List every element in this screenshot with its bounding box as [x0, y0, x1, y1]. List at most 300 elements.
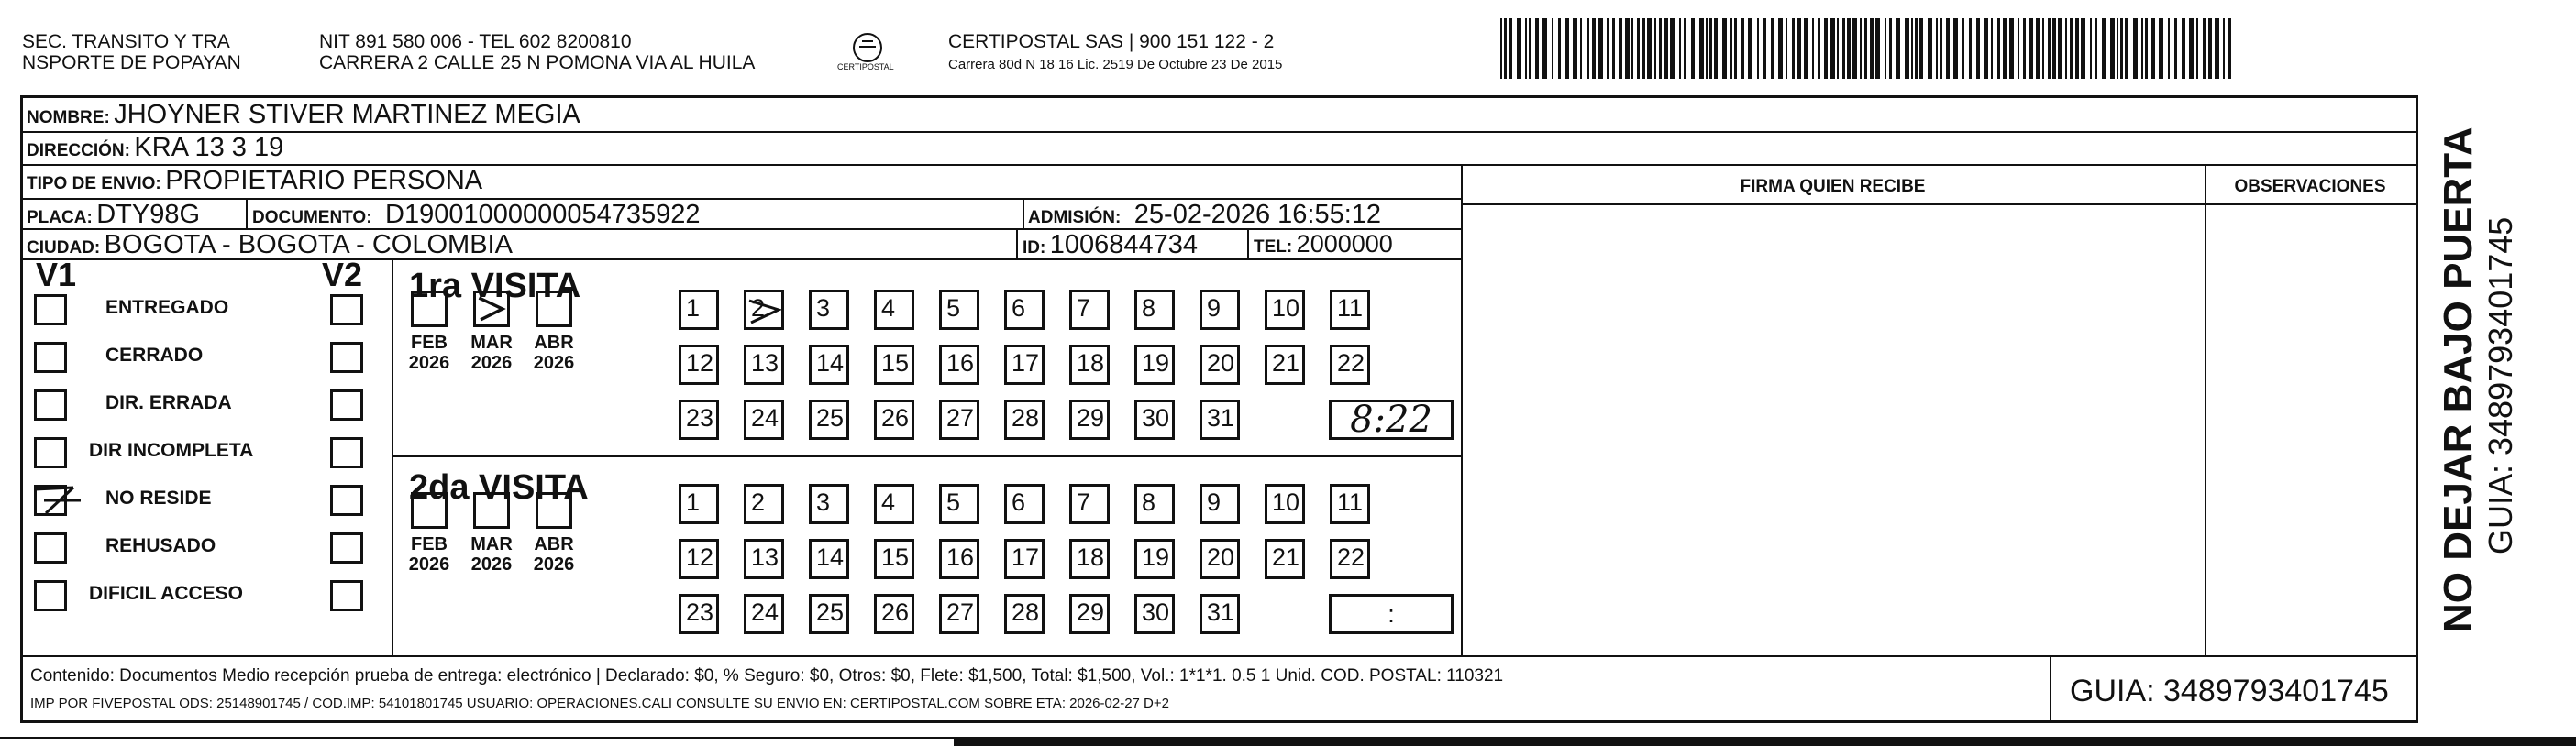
barcode-bar — [2036, 18, 2040, 79]
tel-label: TEL: — [1254, 237, 1293, 257]
check-mark-icon — [476, 293, 507, 324]
day-box[interactable] — [1069, 594, 1110, 634]
barcode-bar — [1778, 18, 1783, 79]
documento-field — [252, 200, 701, 230]
barcode-bar — [2009, 18, 2014, 79]
barcode-bar — [2168, 18, 2170, 79]
barcode-bar — [2133, 18, 2138, 79]
day-number: 24 — [751, 404, 779, 432]
barcode-bar — [2058, 18, 2062, 79]
month-year: 2026 — [533, 353, 575, 373]
day-box[interactable] — [1069, 539, 1110, 579]
month-name: ABR — [534, 333, 574, 353]
barcode-bar — [1500, 18, 1502, 79]
day-box[interactable] — [1004, 539, 1045, 579]
hand-check-icon — [33, 482, 88, 519]
day-number: 6 — [1012, 488, 1026, 516]
barcode-bar — [1741, 18, 1744, 79]
barcode-bar — [2215, 18, 2219, 79]
barcode-bar — [1552, 18, 1553, 79]
day-number: 31 — [1207, 598, 1235, 626]
day-box[interactable] — [1069, 290, 1110, 330]
v2-checkbox[interactable] — [330, 294, 363, 325]
barcode-bar — [1962, 18, 1964, 79]
barcode-bar — [1997, 18, 2000, 79]
day-number: 18 — [1077, 543, 1105, 571]
v1-checkbox[interactable] — [34, 437, 67, 468]
day-number: 13 — [751, 349, 779, 377]
ciudad-label: CIUDAD: — [27, 238, 101, 258]
day-box[interactable] — [679, 594, 719, 634]
day-box[interactable] — [874, 345, 914, 385]
time-box[interactable] — [1329, 594, 1454, 634]
month-checkbox-feb[interactable] — [411, 492, 448, 529]
day-box[interactable] — [1069, 345, 1110, 385]
barcode-bar — [1919, 18, 1923, 79]
footer-content: Contenido: Documentos Medio recepción prueba de entrega: electrónico | Declarado: $0, % Seguro: $0, Otros: $0, Flete: $1,500, Total: $1,500, Vol.: 1*1*1. 0.5 1 Unid. COD. POSTAL: 110321 — [30, 666, 1504, 686]
handwritten-time: 8:22 — [1350, 399, 1432, 441]
day-box[interactable] — [809, 594, 849, 634]
barcode-bar — [1915, 18, 1918, 79]
nombre-field — [27, 100, 580, 130]
day-number: 5 — [946, 294, 961, 322]
barcode-bar — [2052, 18, 2056, 79]
barcode-bar — [2159, 18, 2163, 79]
month-name: ABR — [534, 534, 574, 554]
barcode-bar — [1625, 18, 1630, 79]
firma-header: FIRMA QUIEN RECIBE — [1740, 177, 1926, 196]
barcode-bar — [1984, 18, 1988, 79]
barcode-bar — [1722, 18, 1727, 79]
day-number: 9 — [1207, 294, 1222, 322]
month-name: FEB — [411, 534, 448, 554]
barcode-bar — [1730, 18, 1732, 79]
barcode-bar — [2081, 18, 2085, 79]
barcode-bar — [2151, 18, 2155, 79]
barcode-bar — [1504, 18, 1507, 79]
day-number: 19 — [1142, 349, 1170, 377]
day-box[interactable] — [744, 290, 784, 330]
barcode-bar — [1542, 18, 1547, 79]
day-number: 21 — [1272, 349, 1300, 377]
sender-nit: NIT 891 580 006 - TEL 602 8200810 — [319, 31, 632, 52]
v2-checkbox[interactable] — [330, 389, 363, 421]
day-number: 20 — [1207, 349, 1235, 377]
barcode-bar — [2048, 18, 2051, 79]
day-number: 15 — [881, 543, 910, 571]
month-name: FEB — [411, 333, 448, 353]
barcode-bar — [1852, 18, 1857, 79]
month-checkbox-feb[interactable] — [411, 291, 448, 327]
placa-field — [27, 200, 200, 230]
day-number: 29 — [1077, 598, 1105, 626]
day-number: 9 — [1207, 488, 1222, 516]
v2-checkbox[interactable] — [330, 532, 363, 564]
day-number: 14 — [816, 543, 845, 571]
barcode-bar — [1837, 18, 1839, 79]
barcode-bar — [1953, 18, 1958, 79]
barcode-bar — [2208, 18, 2212, 79]
day-box[interactable] — [874, 539, 914, 579]
day-box[interactable] — [1330, 484, 1370, 524]
v2-checkbox[interactable] — [330, 342, 363, 373]
day-number: 30 — [1142, 598, 1170, 626]
barcode-bar — [1763, 18, 1766, 79]
hand-check-icon — [744, 290, 784, 330]
id-label: ID: — [1023, 238, 1046, 258]
barcode-bar — [1911, 18, 1913, 79]
day-number: 14 — [816, 349, 845, 377]
documento-label: DOCUMENTO: — [252, 208, 372, 227]
time-box[interactable] — [1329, 400, 1454, 440]
day-number: 16 — [946, 543, 975, 571]
day-box[interactable] — [809, 400, 849, 440]
day-box[interactable] — [939, 539, 979, 579]
day-number: 26 — [881, 404, 910, 432]
nombre-value: JHOYNER STIVER MARTINEZ MEGIA — [114, 100, 580, 129]
day-box[interactable] — [1004, 484, 1045, 524]
day-box[interactable] — [1330, 345, 1370, 385]
barcode-bar — [2174, 18, 2177, 79]
day-box[interactable] — [679, 345, 719, 385]
time-placeholder: : — [1388, 599, 1395, 628]
id-value: 1006844734 — [1049, 230, 1199, 259]
v2-checkbox[interactable] — [330, 580, 363, 611]
month-year: 2026 — [533, 554, 575, 575]
v1-checkbox[interactable] — [34, 580, 67, 611]
placa-label: PLACA: — [27, 208, 93, 227]
barcode-bar — [2203, 18, 2206, 79]
month-year: 2026 — [470, 353, 513, 373]
day-number: 2 — [751, 294, 766, 322]
admision-value: 25-02-2026 16:55:12 — [1133, 200, 1382, 229]
barcode-bar — [1684, 18, 1686, 79]
barcode-bar — [1748, 18, 1752, 79]
barcode-bar — [2102, 18, 2106, 79]
day-box[interactable] — [939, 594, 979, 634]
day-box[interactable] — [1134, 345, 1175, 385]
day-box[interactable] — [1004, 345, 1045, 385]
barcode-bar — [1612, 18, 1615, 79]
day-box[interactable] — [1134, 400, 1175, 440]
month-checkbox-mar[interactable] — [473, 492, 510, 529]
day-number: 4 — [881, 488, 896, 516]
delivery-form — [20, 95, 2418, 723]
day-number: 12 — [686, 349, 714, 377]
v1-checkbox[interactable] — [34, 342, 67, 373]
day-box[interactable] — [1200, 539, 1240, 579]
v1-label: V1 — [36, 256, 77, 293]
day-box[interactable] — [744, 539, 784, 579]
footer-guia: GUIA: 3489793401745 — [2070, 674, 2389, 708]
nombre-label: NOMBRE: — [27, 108, 110, 127]
certipostal-logo-icon — [853, 33, 882, 62]
day-number: 7 — [1077, 294, 1091, 322]
barcode-bar — [1654, 18, 1656, 79]
barcode-bar — [1587, 18, 1589, 79]
day-box[interactable] — [1330, 539, 1370, 579]
barcode-bar — [2065, 18, 2067, 79]
v1-checkbox[interactable] — [34, 294, 67, 325]
day-number: 11 — [1337, 488, 1364, 516]
day-box[interactable] — [744, 345, 784, 385]
day-number: 16 — [946, 349, 975, 377]
barcode-bar — [1619, 18, 1622, 79]
barcode-bar — [2189, 18, 2194, 79]
day-number: 8 — [1142, 488, 1156, 516]
barcode-bar — [2117, 18, 2118, 79]
month-label — [526, 534, 581, 575]
day-box[interactable] — [939, 290, 979, 330]
day-box[interactable] — [1069, 484, 1110, 524]
barcode-bar — [1792, 18, 1795, 79]
direccion-value: KRA 13 3 19 — [134, 133, 284, 162]
day-box[interactable] — [679, 539, 719, 579]
day-number: 28 — [1012, 404, 1040, 432]
barcode-bar — [1870, 18, 1874, 79]
day-box[interactable] — [1134, 484, 1175, 524]
barcode-bar — [1786, 18, 1787, 79]
documento-value: D19001000000054735922 — [385, 200, 701, 229]
barcode-bar — [2042, 18, 2044, 79]
day-box[interactable] — [1330, 290, 1370, 330]
status-label: DIFICIL ACCESO — [89, 583, 244, 604]
day-number: 25 — [816, 404, 845, 432]
barcode-bar — [1969, 18, 1972, 79]
barcode-bar — [1889, 18, 1892, 79]
company-line: CERTIPOSTAL SAS | 900 151 122 - 2 — [948, 31, 1275, 52]
day-number: 28 — [1012, 598, 1040, 626]
day-box[interactable] — [744, 400, 784, 440]
barcode-bar — [2125, 18, 2128, 79]
barcode-bar — [1679, 18, 1681, 79]
month-year: 2026 — [408, 554, 450, 575]
barcode-bar — [1940, 18, 1942, 79]
day-number: 27 — [946, 598, 975, 626]
day-box[interactable] — [1200, 400, 1240, 440]
day-box[interactable] — [809, 290, 849, 330]
ciudad-field — [27, 230, 513, 260]
v2-checkbox[interactable] — [330, 485, 363, 516]
barcode-bar — [1804, 18, 1808, 79]
barcode-bar — [1847, 18, 1851, 79]
barcode-bar — [1875, 18, 1880, 79]
day-number: 25 — [816, 598, 845, 626]
day-box[interactable] — [1265, 290, 1305, 330]
barcode-bar — [1642, 18, 1645, 79]
month-label — [402, 534, 457, 575]
barcode-bar — [2070, 18, 2073, 79]
barcode-bar — [1830, 18, 1835, 79]
barcode — [1500, 18, 2234, 79]
day-number: 30 — [1142, 404, 1170, 432]
day-box[interactable] — [1069, 400, 1110, 440]
status-label: CERRADO — [105, 345, 204, 366]
barcode-bar — [1896, 18, 1900, 79]
month-year: 2026 — [408, 353, 450, 373]
day-box[interactable] — [1004, 290, 1045, 330]
day-box[interactable] — [939, 345, 979, 385]
day-number: 7 — [1077, 488, 1091, 516]
day-box[interactable] — [1265, 345, 1305, 385]
barcode-bar — [2029, 18, 2033, 79]
barcode-bar — [1637, 18, 1640, 79]
day-box[interactable] — [1200, 594, 1240, 634]
barcode-bar — [1631, 18, 1633, 79]
day-box[interactable] — [809, 484, 849, 524]
month-label — [402, 333, 457, 373]
barcode-bar — [1592, 18, 1596, 79]
day-number: 3 — [816, 488, 831, 516]
barcode-bar — [1706, 18, 1708, 79]
day-number: 18 — [1077, 349, 1105, 377]
day-number: 27 — [946, 404, 975, 432]
status-label: DIR. ERRADA — [105, 392, 232, 413]
barcode-bar — [1517, 18, 1521, 79]
barcode-bar — [1535, 18, 1539, 79]
day-box[interactable] — [744, 594, 784, 634]
observaciones-header: OBSERVACIONES — [2234, 177, 2386, 196]
bottom-rule-thin — [0, 737, 954, 739]
day-box[interactable] — [939, 484, 979, 524]
barcode-bar — [2018, 18, 2019, 79]
day-number: 1 — [686, 294, 701, 322]
month-checkbox-abr[interactable] — [536, 291, 572, 327]
barcode-bar — [1647, 18, 1652, 79]
day-box[interactable] — [809, 539, 849, 579]
barcode-bar — [2090, 18, 2092, 79]
month-checkbox-mar[interactable] — [473, 291, 510, 327]
barcode-bar — [1670, 18, 1675, 79]
v2-checkbox[interactable] — [330, 437, 363, 468]
visit2-title: 2da VISITA — [409, 468, 589, 507]
direccion-field — [27, 133, 283, 163]
direccion-label: DIRECCIÓN: — [27, 141, 130, 160]
barcode-bar — [1946, 18, 1950, 79]
day-box[interactable] — [874, 400, 914, 440]
v1-checkbox[interactable] — [34, 532, 67, 564]
day-number: 15 — [881, 349, 910, 377]
month-label — [464, 534, 519, 575]
day-box[interactable] — [874, 594, 914, 634]
day-number: 2 — [751, 488, 766, 516]
barcode-bar — [1558, 18, 1561, 79]
day-box[interactable] — [809, 345, 849, 385]
day-number: 6 — [1012, 294, 1026, 322]
barcode-bar — [1573, 18, 1577, 79]
barcode-bar — [1771, 18, 1774, 79]
day-number: 26 — [881, 598, 910, 626]
day-box[interactable] — [939, 400, 979, 440]
barcode-bar — [1580, 18, 1582, 79]
barcode-bar — [1905, 18, 1909, 79]
day-box[interactable] — [1265, 484, 1305, 524]
month-name: MAR — [470, 333, 513, 353]
barcode-bar — [1529, 18, 1531, 79]
barcode-bar — [1691, 18, 1695, 79]
day-box[interactable] — [874, 290, 914, 330]
logo-text: CERTIPOSTAL — [837, 62, 894, 71]
barcode-bar — [1797, 18, 1801, 79]
v1-checkbox[interactable] — [34, 389, 67, 421]
day-number: 31 — [1207, 404, 1235, 432]
tel-field — [1254, 230, 1393, 258]
license-line: Carrera 80d N 18 16 Lic. 2519 De Octubre 23 De 2015 — [948, 57, 1283, 72]
month-checkbox-abr[interactable] — [536, 492, 572, 529]
day-box[interactable] — [1134, 290, 1175, 330]
id-field — [1023, 230, 1198, 260]
day-box[interactable] — [1004, 400, 1045, 440]
status-label: REHUSADO — [105, 535, 216, 556]
day-box[interactable] — [1134, 539, 1175, 579]
sender-name-line1: SEC. TRANSITO Y TRA — [22, 31, 230, 52]
barcode-bar — [2223, 18, 2225, 79]
barcode-bar — [1991, 18, 1993, 79]
day-number: 8 — [1142, 294, 1156, 322]
tipo-envio-field — [27, 166, 482, 196]
side-warning: NO DEJAR BAJO PUERTA — [2436, 126, 2481, 632]
day-box[interactable] — [679, 484, 719, 524]
day-number: 13 — [751, 543, 779, 571]
barcode-bar — [2182, 18, 2185, 79]
day-box[interactable] — [1200, 484, 1240, 524]
day-number: 4 — [881, 294, 896, 322]
status-label: NO RESIDE — [105, 488, 212, 509]
day-number: 19 — [1142, 543, 1170, 571]
day-box[interactable] — [679, 400, 719, 440]
day-box[interactable] — [1200, 290, 1240, 330]
day-number: 11 — [1337, 294, 1364, 322]
day-box[interactable] — [1265, 539, 1305, 579]
status-label: ENTREGADO — [105, 297, 229, 318]
barcode-bar — [1928, 18, 1932, 79]
day-box[interactable] — [744, 484, 784, 524]
sender-address: CARRERA 2 CALLE 25 N POMONA VIA AL HUILA — [319, 52, 756, 73]
day-box[interactable] — [679, 290, 719, 330]
barcode-bar — [1936, 18, 1938, 79]
day-number: 21 — [1272, 543, 1300, 571]
barcode-bar — [2228, 18, 2231, 79]
day-number: 12 — [686, 543, 714, 571]
barcode-bar — [2023, 18, 2026, 79]
footer-imp: IMP POR FIVEPOSTAL ODS: 25148901745 / COD.IMP: 54101801745 USUARIO: OPERACIONES.CALI CONSULTE SU ENVIO EN: CERTIPOSTAL.COM SOBRE ETA: 2026-02-27 D+2 — [30, 696, 1169, 711]
day-number: 20 — [1207, 543, 1235, 571]
day-box[interactable] — [1004, 594, 1045, 634]
day-number: 17 — [1012, 349, 1040, 377]
v1-checkbox[interactable] — [34, 485, 67, 516]
day-box[interactable] — [874, 484, 914, 524]
barcode-bar — [1525, 18, 1527, 79]
barcode-bar — [2120, 18, 2123, 79]
day-number: 3 — [816, 294, 831, 322]
barcode-bar — [1860, 18, 1862, 79]
day-number: 22 — [1337, 543, 1365, 571]
barcode-bar — [1757, 18, 1759, 79]
status-label: DIR INCOMPLETA — [89, 440, 254, 461]
day-number: 1 — [686, 488, 701, 516]
day-number: 22 — [1337, 349, 1365, 377]
day-number: 10 — [1272, 488, 1300, 516]
day-number: 17 — [1012, 543, 1040, 571]
day-box[interactable] — [1134, 594, 1175, 634]
day-box[interactable] — [1200, 345, 1240, 385]
barcode-bar — [1734, 18, 1737, 79]
day-number: 5 — [946, 488, 961, 516]
barcode-bar — [2145, 18, 2148, 79]
month-label — [464, 333, 519, 373]
barcode-bar — [1565, 18, 1569, 79]
month-year: 2026 — [470, 554, 513, 575]
